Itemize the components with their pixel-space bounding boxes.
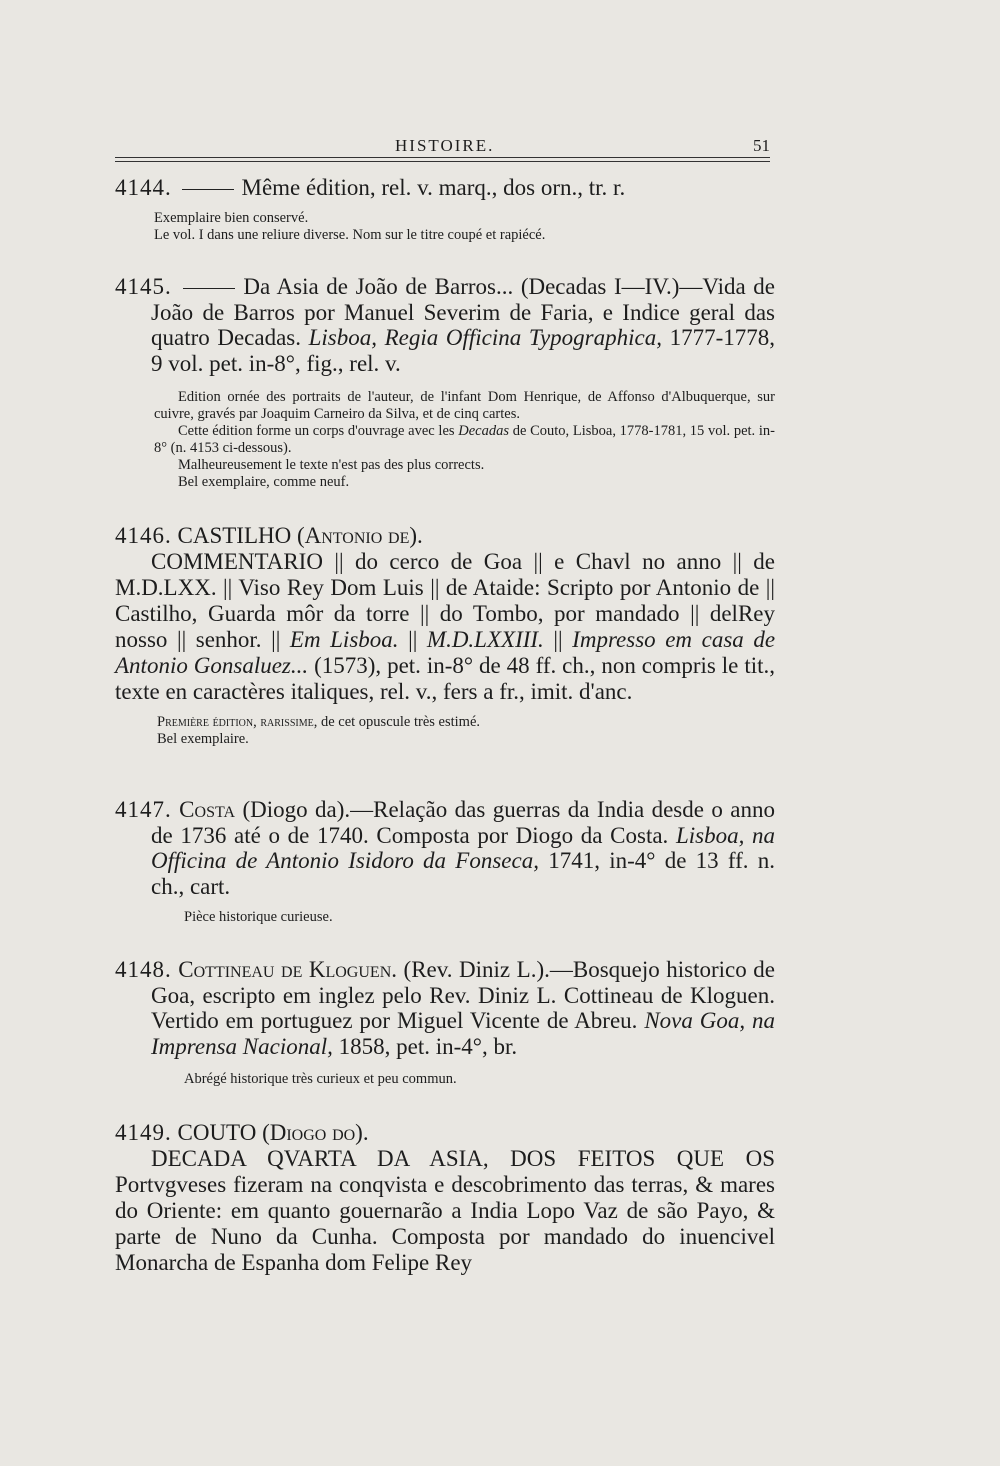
entry-4144-note-2: Le vol. I dans une reliure diverse. Nom sur le titre coupé et rapiécé. <box>154 226 546 243</box>
header-rule-top <box>115 157 770 158</box>
note-text: de cet opuscule très estimé. <box>320 713 481 730</box>
entry-number: 4148. <box>115 957 172 982</box>
entry-4145-imprint: Lisboa, Regia Officina Typographica, <box>308 325 662 350</box>
entry-4144-note-1: Exemplaire bien conservé. <box>154 209 309 226</box>
entry-number: 4146. <box>115 523 172 548</box>
entry-4146-heading <box>115 523 775 549</box>
page-header-title: HISTOIRE. <box>395 136 495 155</box>
imprint-printer: Impresso em casa de Antonio Gonsaluez... <box>115 626 776 678</box>
header-rule-bottom <box>115 161 770 162</box>
entry-4145 <box>115 274 775 491</box>
entry-4145-note-2 <box>154 423 775 457</box>
note-italic: Decadas <box>458 423 509 439</box>
entry-4144-notes <box>115 210 775 244</box>
line-separator: || <box>408 626 418 652</box>
entry-4146-note-2: Bel exemplaire. <box>157 730 249 747</box>
entry-4149-description <box>79 1146 775 1276</box>
entry-4145-note-4: Bel exemplaire, comme neuf. <box>178 474 350 490</box>
author-surname: CASTILHO <box>177 523 292 548</box>
note-text: Cette édition forme un corps d'ouvrage avec les <box>178 423 455 439</box>
entry-4144 <box>115 175 775 244</box>
author-surname: COUTO <box>177 1120 257 1145</box>
imprint-place: Em Lisboa. <box>289 626 399 652</box>
page-number: 51 <box>753 136 770 155</box>
entry-4148-note: Abrégé historique très curieux et peu commun. <box>184 1071 457 1087</box>
entry-4145-note-3: Malheureusement le texte n'est pas des plus corrects. <box>178 457 485 473</box>
entry-4148-collation: 1858, pet. in-4°, br. <box>338 1033 518 1059</box>
entry-number: 4147. <box>115 797 172 822</box>
author-surname: Costa <box>179 797 236 822</box>
entry-4147-collation: 1741, in-4° de 13 ff. n. ch., cart. <box>151 848 776 899</box>
entry-4146 <box>115 523 775 748</box>
entry-4145-text <box>115 274 775 376</box>
entry-number: 4144. <box>115 175 172 200</box>
author-forename: (Antonio de). <box>296 523 423 548</box>
note-text: de Couto, Lisboa, 1778-1781, 15 vol. pet. in-8° (n. 4153 ci-dessous). <box>154 423 775 456</box>
author-forename: (Diogo do). <box>262 1120 369 1145</box>
title-transcription: DECADA QVARTA DA ASIA, DOS FEITOS QUE OS Portvgveses fizeram na conqvista e descobrimento das terras, & mares do Oriente: em quanto gouernarão a India Lopo Vaz de são Payo, & parte de Nuno da Cunha. Composta por mandado do inuencivel Monarcha de Espanha dom Felipe Rey <box>115 1145 775 1275</box>
entry-4149 <box>115 1120 775 1276</box>
entry-4146-notes <box>115 714 775 748</box>
entry-number: 4149. <box>115 1120 172 1145</box>
ditto-dash <box>182 189 234 190</box>
entry-4148-imprint: Nova Goa, na Imprensa Nacional, <box>151 1008 775 1059</box>
line-separator: || <box>553 626 563 652</box>
entry-4145-collation: 1777-1778, 9 vol. pet. in-8°, fig., rel. v. <box>151 325 775 376</box>
note-small-caps: Première édition, rarissime, <box>157 713 318 730</box>
entry-4148-notes <box>115 1071 775 1088</box>
entry-4148 <box>115 957 775 1088</box>
entry-4147 <box>115 797 775 926</box>
entry-4147-text <box>115 797 775 899</box>
entry-4148-text <box>115 957 775 1059</box>
entry-4147-imprint: Lisboa, na Officina de Antonio Isidoro da Fonseca, <box>151 822 776 873</box>
title-transcription: COMMENTARIO || do cerco de Goa || e Chavl no anno || de M.D.LXX. || Viso Rey Dom Luis || de Ataide: Scripto por Antonio de || Castilho, Guarda môr da torre || do Tombo, por mandado || delRey nosso || senhor. || <box>115 548 775 652</box>
entry-number: 4145. <box>115 274 172 299</box>
ditto-dash <box>183 288 235 289</box>
entry-4147-title: (Diogo da).—Relação das guerras da India desde o anno de 1736 até o de 1740. Composta por Diogo da Costa. <box>151 797 776 848</box>
entry-4144-text <box>115 175 775 201</box>
author-surname: Cottineau de Kloguen. <box>178 957 397 982</box>
entry-4147-note: Pièce historique curieuse. <box>184 909 333 925</box>
entry-4149-heading <box>115 1120 775 1146</box>
entry-4144-title: Même édition, rel. v. marq., dos orn., tr. r. <box>241 175 626 200</box>
entry-4146-description <box>79 549 775 705</box>
imprint-date: M.D.LXXIII. <box>426 626 544 652</box>
entry-4145-note-1: Edition ornée des portraits de l'auteur, de l'infant Dom Henrique, de Affonso d'Albuquerque, sur cuivre, gravés par Joaquim Carneiro da Silva, et de cinq cartes. <box>154 389 775 422</box>
running-header <box>115 136 770 162</box>
entry-4146-note-1 <box>157 714 775 731</box>
entry-4148-title: (Rev. Diniz L.).—Bosquejo historico de Goa, escripto em inglez pelo Rev. Diniz L. Cottineau de Kloguen. Vertido em portuguez por Miguel Vicente de Abreu. <box>151 957 775 1033</box>
collation: (1573), pet. in-8° de 48 ff. ch., non compris le tit., texte en caractères italiques, rel. v., fers a fr., imit. d'anc. <box>115 652 775 704</box>
entry-4147-notes <box>115 909 775 926</box>
entry-4145-title: Da Asia de João de Barros... (Decadas I—IV.)—Vida de João de Barros por Manuel Severim de Faria, e Indice geral das quatro Decadas. <box>151 274 775 350</box>
entry-4145-notes <box>115 389 775 491</box>
